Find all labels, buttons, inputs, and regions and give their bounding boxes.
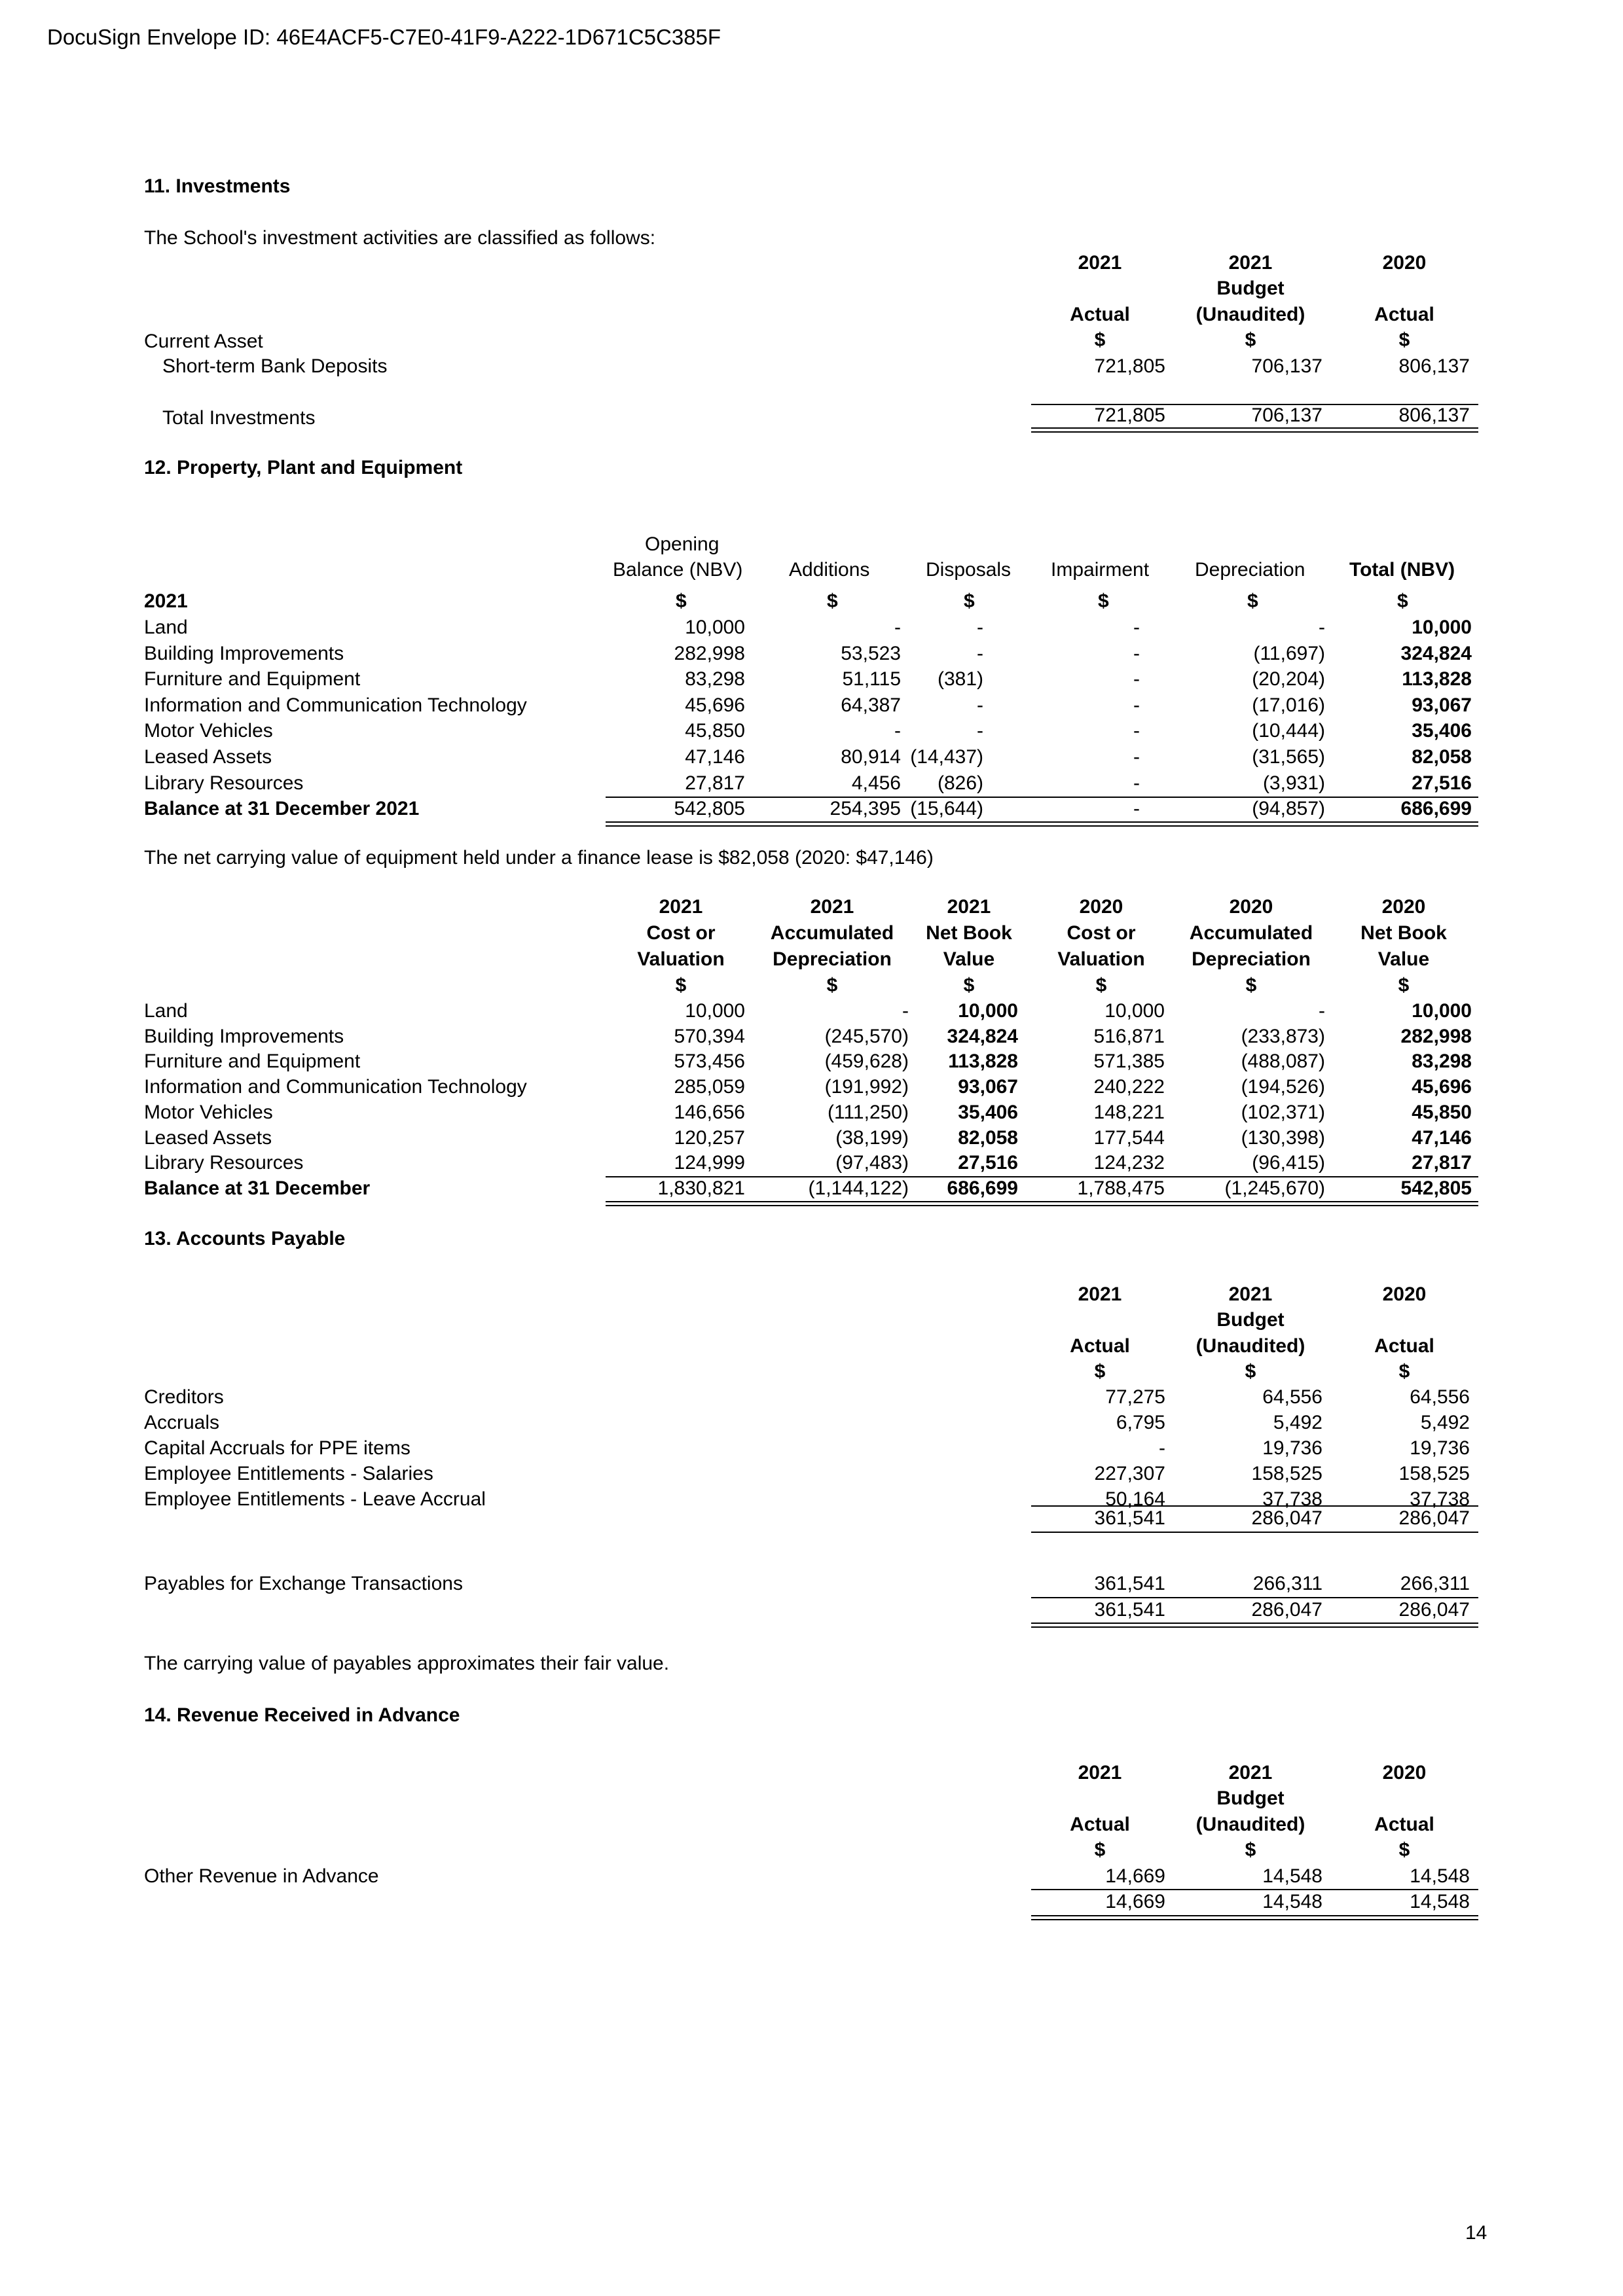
table-cell: (31,565) — [1252, 746, 1325, 768]
currency: $ — [963, 975, 975, 996]
total-value: 14,548 — [1262, 1891, 1322, 1912]
table-cell: 571,385 — [1093, 1050, 1165, 1073]
cost-header: Accumulated — [770, 922, 894, 944]
currency: $ — [1398, 975, 1410, 996]
table-cell: 45,850 — [1412, 1101, 1472, 1123]
col-sub: Actual — [1374, 1335, 1434, 1357]
table-cell: 64,556 — [1410, 1386, 1470, 1408]
cost-header: Value — [1377, 948, 1430, 970]
table-row-label: Accruals — [144, 1412, 220, 1433]
cost-header: Value — [943, 948, 995, 970]
cost-header: 2020 — [1381, 896, 1426, 918]
col-year: 2021 — [1228, 1283, 1273, 1305]
currency: $ — [675, 975, 687, 996]
currency: $ — [1398, 1361, 1410, 1382]
table-cell: - — [977, 642, 983, 664]
table-cell: 124,999 — [674, 1152, 745, 1174]
cost-header: Cost or — [1067, 922, 1136, 944]
table-cell: 324,824 — [947, 1025, 1018, 1047]
col-budget: Budget — [1216, 1787, 1285, 1809]
col-year: 2020 — [1382, 252, 1427, 274]
section-label: Current Asset — [144, 331, 263, 352]
table-cell: - — [1133, 617, 1140, 638]
cost-header: 2020 — [1229, 896, 1273, 918]
table-cell: 64,387 — [841, 694, 901, 716]
table-row-label: Creditors — [144, 1386, 224, 1408]
table-cell: - — [1133, 746, 1140, 768]
table-cell: 37,738 — [1262, 1488, 1322, 1510]
table-cell: 4,456 — [851, 772, 901, 794]
currency: $ — [1398, 1839, 1410, 1861]
col-sub: Actual — [1070, 1335, 1130, 1357]
currency: $ — [1095, 975, 1107, 996]
total-label: Total Investments — [162, 407, 316, 429]
table-cell: 227,307 — [1094, 1463, 1165, 1484]
col-year: 2021 — [1078, 1762, 1122, 1784]
total-value: 721,805 — [1094, 404, 1165, 426]
page-number: 14 — [1465, 2222, 1487, 2244]
value: 361,541 — [1094, 1573, 1165, 1594]
table-cell: 27,817 — [1412, 1152, 1472, 1174]
ppe-header: Balance (NBV) — [613, 559, 743, 581]
total-value: 14,548 — [1410, 1891, 1470, 1912]
table-cell: 113,828 — [1402, 668, 1472, 691]
table-cell: 37,738 — [1410, 1488, 1470, 1510]
col-sub: (Unaudited) — [1195, 1814, 1305, 1835]
table-cell: (233,873) — [1241, 1025, 1325, 1047]
col-sub: (Unaudited) — [1195, 304, 1305, 325]
payables-title: 13. Accounts Payable — [144, 1228, 346, 1249]
currency: $ — [1094, 1839, 1106, 1861]
currency: $ — [1094, 1361, 1106, 1382]
col-year: 2020 — [1382, 1283, 1427, 1305]
rule — [1031, 431, 1478, 433]
table-cell: (14,437) — [910, 746, 983, 768]
rule — [1031, 1623, 1478, 1624]
table-cell: - — [1133, 642, 1140, 664]
cost-header: Net Book — [1360, 922, 1447, 944]
table-cell: (20,204) — [1252, 668, 1325, 691]
value: 14,548 — [1410, 1865, 1470, 1887]
table-cell: 124,232 — [1093, 1152, 1165, 1174]
payables-note: The carrying value of payables approximates their fair value. — [144, 1653, 670, 1674]
table-cell: - — [902, 1000, 909, 1022]
exchange-label: Payables for Exchange Transactions — [144, 1573, 463, 1594]
table-row-label: Building Improvements — [144, 642, 344, 664]
table-row-label: Leased Assets — [144, 1126, 272, 1149]
value: 706,137 — [1251, 355, 1322, 377]
cost-header: 2021 — [810, 896, 854, 918]
table-cell: 324,824 — [1400, 642, 1472, 664]
col-budget: Budget — [1216, 1309, 1285, 1331]
cost-header: 2020 — [1079, 896, 1123, 918]
subtotal-value: 286,047 — [1398, 1507, 1470, 1529]
table-cell: 158,525 — [1398, 1463, 1470, 1484]
table-row-label: Library Resources — [144, 772, 304, 794]
table-cell: - — [977, 694, 983, 716]
table-cell: 64,556 — [1262, 1386, 1322, 1408]
total-value: 14,669 — [1105, 1891, 1165, 1912]
table-cell: 19,736 — [1262, 1437, 1322, 1459]
currency: $ — [676, 590, 687, 612]
rule — [1031, 1889, 1478, 1890]
year-label: 2021 — [144, 590, 188, 612]
table-cell: 80,914 — [841, 746, 901, 768]
table-cell: 6,795 — [1116, 1412, 1165, 1433]
currency: $ — [1098, 590, 1109, 612]
col-year: 2020 — [1382, 1762, 1427, 1784]
rule — [1031, 1626, 1478, 1628]
table-cell: (245,570) — [824, 1025, 909, 1047]
value: 14,669 — [1105, 1865, 1165, 1887]
total-value: 806,137 — [1398, 404, 1470, 426]
table-cell: 77,275 — [1105, 1386, 1165, 1408]
table-cell: (459,628) — [824, 1050, 909, 1073]
rule — [1031, 1505, 1478, 1507]
table-cell: 51,115 — [842, 668, 901, 691]
table-cell: 570,394 — [674, 1025, 745, 1047]
cost-header: Net Book — [926, 922, 1012, 944]
balance-value: 1,788,475 — [1077, 1177, 1165, 1199]
table-cell: 10,000 — [1104, 1000, 1165, 1022]
table-cell: 10,000 — [685, 1000, 745, 1022]
table-cell: 83,298 — [1412, 1050, 1472, 1073]
cost-header: Valuation — [637, 948, 725, 970]
table-row-label: Land — [144, 617, 188, 638]
table-row-label: Furniture and Equipment — [144, 668, 361, 691]
table-row-label: Library Resources — [144, 1152, 304, 1174]
currency: $ — [826, 975, 838, 996]
rule — [606, 1205, 1478, 1206]
cost-header: Depreciation — [1192, 948, 1311, 970]
rule — [606, 821, 1478, 823]
balance-label: Balance at 31 December 2021 — [144, 798, 420, 820]
table-cell: (38,199) — [835, 1126, 909, 1149]
table-row-label: Motor Vehicles — [144, 1101, 273, 1123]
table-cell: - — [1133, 694, 1140, 716]
cost-header: 2021 — [659, 896, 703, 918]
currency: $ — [1245, 1839, 1256, 1861]
balance-value: 686,699 — [1400, 798, 1472, 820]
total-value: 361,541 — [1094, 1599, 1165, 1621]
table-cell: 93,067 — [1412, 694, 1472, 716]
table-cell: 45,696 — [1412, 1076, 1472, 1098]
table-cell: 5,492 — [1420, 1412, 1470, 1433]
table-cell: 282,998 — [674, 642, 745, 664]
table-cell: 27,817 — [685, 772, 745, 794]
table-cell: 47,146 — [685, 746, 745, 768]
table-cell: 19,736 — [1410, 1437, 1470, 1459]
table-cell: (10,444) — [1252, 720, 1325, 742]
table-cell: 45,696 — [685, 694, 745, 716]
table-cell: (3,931) — [1262, 772, 1325, 794]
row-label: Short-term Bank Deposits — [162, 355, 388, 377]
total-value: 286,047 — [1251, 1599, 1322, 1621]
table-row-label: Capital Accruals for PPE items — [144, 1437, 410, 1459]
rule — [1031, 1597, 1478, 1598]
col-sub: Actual — [1374, 1814, 1434, 1835]
table-cell: - — [1159, 1437, 1165, 1459]
table-cell: (381) — [937, 668, 983, 691]
balance-value: - — [1133, 798, 1140, 820]
table-cell: 158,525 — [1251, 1463, 1322, 1484]
table-cell: - — [1133, 720, 1140, 742]
table-cell: 45,850 — [685, 720, 745, 742]
subtotal-value: 286,047 — [1251, 1507, 1322, 1529]
rule — [1031, 1532, 1478, 1533]
col-year: 2021 — [1078, 252, 1122, 274]
rule — [1031, 1915, 1478, 1916]
col-year: 2021 — [1228, 1762, 1273, 1784]
currency: $ — [1245, 329, 1256, 351]
value: 721,805 — [1094, 355, 1165, 377]
table-cell: 50,164 — [1105, 1488, 1165, 1510]
table-cell: 285,059 — [674, 1076, 745, 1098]
table-cell: 240,222 — [1093, 1076, 1165, 1098]
table-cell: (488,087) — [1241, 1050, 1325, 1073]
envelope-id: DocuSign Envelope ID: 46E4ACF5-C7E0-41F9-A222-1D671C5C385F — [47, 25, 721, 49]
table-row-label: Furniture and Equipment — [144, 1050, 361, 1073]
value: 806,137 — [1398, 355, 1470, 377]
row-label: Other Revenue in Advance — [144, 1865, 379, 1887]
currency: $ — [1247, 590, 1258, 612]
ppe-header: Opening — [645, 533, 720, 555]
balance-value: (1,144,122) — [808, 1177, 909, 1199]
cost-header: Valuation — [1057, 948, 1145, 970]
revenue-title: 14. Revenue Received in Advance — [144, 1704, 460, 1726]
balance-value: (15,644) — [910, 798, 983, 820]
currency: $ — [1094, 329, 1106, 351]
table-cell: 573,456 — [674, 1050, 745, 1073]
total-value: 286,047 — [1398, 1599, 1470, 1621]
currency: $ — [1398, 329, 1410, 351]
currency: $ — [1245, 975, 1257, 996]
col-sub: (Unaudited) — [1195, 1335, 1305, 1357]
table-cell: - — [977, 617, 983, 638]
rule — [606, 825, 1478, 827]
table-cell: 177,544 — [1093, 1126, 1165, 1149]
table-cell: 10,000 — [958, 1000, 1018, 1022]
balance-value: 686,699 — [947, 1177, 1018, 1199]
table-cell: (130,398) — [1241, 1126, 1325, 1149]
col-year: 2021 — [1078, 1283, 1122, 1305]
ppe-header: Additions — [789, 559, 870, 581]
table-cell: 93,067 — [958, 1076, 1018, 1098]
table-cell: - — [1133, 668, 1140, 691]
table-cell: 282,998 — [1400, 1025, 1472, 1047]
cost-header: 2021 — [947, 896, 991, 918]
table-row-label: Motor Vehicles — [144, 720, 273, 742]
balance-value: 542,805 — [674, 798, 745, 820]
table-cell: 35,406 — [958, 1101, 1018, 1123]
lease-note: The net carrying value of equipment held under a finance lease is $82,058 (2020: $47,146) — [144, 847, 934, 869]
table-cell: 516,871 — [1093, 1025, 1165, 1047]
rule — [1031, 1919, 1478, 1920]
table-cell: - — [977, 720, 983, 742]
table-cell: (17,016) — [1252, 694, 1325, 716]
table-row-label: Leased Assets — [144, 746, 272, 768]
table-cell: 35,406 — [1412, 720, 1472, 742]
currency: $ — [964, 590, 975, 612]
table-cell: 10,000 — [1412, 1000, 1472, 1022]
currency: $ — [1397, 590, 1408, 612]
ppe-header: Depreciation — [1195, 559, 1305, 581]
value: 14,548 — [1262, 1865, 1322, 1887]
table-row-label: Information and Communication Technology — [144, 1076, 527, 1098]
table-cell: 82,058 — [958, 1126, 1018, 1149]
table-cell: 10,000 — [1412, 617, 1472, 638]
table-cell: (111,250) — [828, 1101, 909, 1123]
subtotal-value: 361,541 — [1094, 1507, 1165, 1529]
table-cell: (191,992) — [824, 1076, 909, 1098]
table-row-label: Land — [144, 1000, 188, 1022]
table-cell: 10,000 — [685, 617, 745, 638]
table-cell: (194,526) — [1241, 1076, 1325, 1098]
table-cell: 53,523 — [841, 642, 901, 664]
currency: $ — [1245, 1361, 1256, 1382]
balance-value: (94,857) — [1252, 798, 1325, 820]
table-row-label: Employee Entitlements - Leave Accrual — [144, 1488, 486, 1510]
value: 266,311 — [1400, 1573, 1470, 1594]
table-cell: (826) — [937, 772, 983, 794]
col-sub: Actual — [1070, 304, 1130, 325]
table-cell: 82,058 — [1412, 746, 1472, 768]
ppe-header: Total (NBV) — [1349, 559, 1455, 581]
currency: $ — [827, 590, 838, 612]
value: 266,311 — [1252, 1573, 1322, 1594]
table-cell: 113,828 — [948, 1050, 1018, 1073]
table-cell: 120,257 — [674, 1126, 745, 1149]
table-row-label: Building Improvements — [144, 1025, 344, 1047]
table-cell: - — [1319, 1000, 1325, 1022]
table-cell: - — [894, 720, 901, 742]
table-cell: 5,492 — [1273, 1412, 1322, 1433]
table-cell: 146,656 — [674, 1101, 745, 1123]
balance-value: 254,395 — [830, 798, 901, 820]
table-cell: (97,483) — [835, 1152, 909, 1174]
col-budget: Budget — [1216, 278, 1285, 299]
ppe-header: Disposals — [926, 559, 1012, 581]
col-sub: Actual — [1070, 1814, 1130, 1835]
table-row-label: Information and Communication Technology — [144, 694, 527, 716]
cost-header: Depreciation — [773, 948, 892, 970]
table-cell: (11,697) — [1253, 642, 1325, 664]
ppe-header: Impairment — [1051, 559, 1150, 581]
cost-header: Cost or — [646, 922, 716, 944]
table-cell: 148,221 — [1093, 1101, 1165, 1123]
rule — [606, 1201, 1478, 1202]
table-cell: - — [1319, 617, 1325, 638]
total-value: 706,137 — [1251, 404, 1322, 426]
table-cell: 27,516 — [958, 1152, 1018, 1174]
table-cell: 83,298 — [685, 668, 745, 691]
balance-value: 1,830,821 — [657, 1177, 745, 1199]
cost-header: Accumulated — [1189, 922, 1313, 944]
col-year: 2021 — [1228, 252, 1273, 274]
investments-title: 11. Investments — [144, 175, 291, 197]
ppe-title: 12. Property, Plant and Equipment — [144, 457, 463, 478]
col-sub: Actual — [1374, 304, 1434, 325]
table-cell: - — [894, 617, 901, 638]
balance-value: (1,245,670) — [1224, 1177, 1325, 1199]
table-cell: 47,146 — [1412, 1126, 1472, 1149]
balance-label: Balance at 31 December — [144, 1177, 371, 1199]
table-cell: 27,516 — [1412, 772, 1472, 794]
table-cell: (102,371) — [1241, 1101, 1325, 1123]
table-row-label: Employee Entitlements - Salaries — [144, 1463, 433, 1484]
balance-value: 542,805 — [1400, 1177, 1472, 1199]
investments-intro: The School's investment activities are classified as follows: — [144, 227, 656, 249]
rule — [1031, 427, 1478, 429]
table-cell: (96,415) — [1252, 1152, 1325, 1174]
table-cell: - — [1133, 772, 1140, 794]
